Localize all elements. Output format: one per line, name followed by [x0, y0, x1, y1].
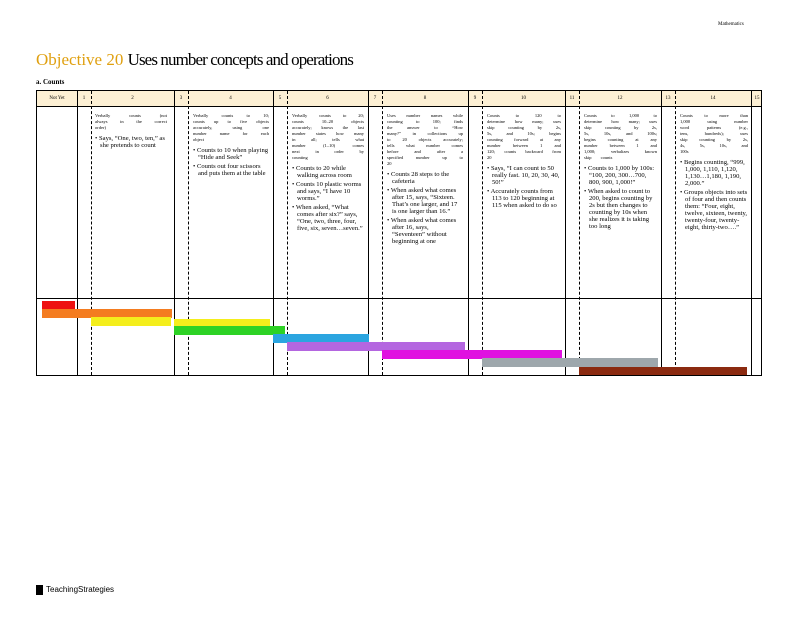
column-divider — [382, 91, 383, 375]
logo-mark-icon — [36, 585, 43, 595]
example-item: • Counts out four scissors and puts them at the table — [193, 163, 269, 177]
example-list — [387, 171, 463, 245]
section-label: a. Counts — [36, 78, 65, 86]
header-cell-not-yet: Not Yet — [49, 96, 65, 101]
example-item: • Counts to 20 while walking across room — [292, 165, 364, 179]
column-divider — [287, 91, 288, 375]
example-list — [95, 135, 167, 149]
header-cell: 8 — [423, 96, 427, 101]
header-cell: 5 — [278, 96, 282, 101]
header-cell: 15 — [754, 96, 760, 101]
logo-text: TeachingStrategies — [46, 585, 115, 595]
header-cell: 11 — [569, 96, 575, 101]
column-divider — [91, 91, 92, 375]
example-item: • Says, “One, two, ten,” as she pretends to count — [95, 135, 167, 149]
color-band-brown — [579, 367, 747, 375]
page-title — [36, 50, 353, 70]
header-cell: 13 — [665, 96, 671, 101]
table-header-row — [37, 91, 761, 107]
page-corner-label: Mathematics — [718, 22, 744, 27]
column-divider — [565, 91, 566, 375]
header-cell: 7 — [373, 96, 377, 101]
header-cell: 1 — [82, 96, 86, 101]
indicator-description: Verbally counts to 20; counts 10–20 objects accurately; knows the last number states how many in all; tells what number (1–10) comes next in order by counting — [292, 113, 364, 160]
example-item: • Says, “I can count to 50 really fast. 10, 20, 30, 40, 50!” — [487, 165, 561, 186]
indicator-description: Counts to 120 to determine how many; uses skip counting by 2s, 5s, and 10s; begins counting forward at any number between 1 and 120; counts backward from 20 — [487, 113, 561, 160]
example-item: • When asked what comes after 16, says, “Seventeen” without beginning at one — [387, 217, 463, 245]
indicator-column-4 — [193, 113, 269, 179]
progression-table — [36, 90, 762, 376]
indicator-description: Verbally counts (not always in the correct order) — [95, 113, 167, 130]
example-list — [487, 165, 561, 209]
example-item: • Counts to 10 when playing “Hide and Seek” — [193, 147, 269, 161]
indicator-column-2 — [95, 113, 167, 151]
header-cell: 14 — [710, 96, 716, 101]
objective-title: Uses number concepts and operations — [127, 50, 353, 69]
example-item: • When asked, “What comes after six?” says, “One, two, three, four, five, six, seven…seven.” — [292, 204, 364, 232]
objective-label: Objective 20 — [36, 50, 124, 69]
publisher-logo — [36, 585, 114, 595]
header-cell: 9 — [473, 96, 477, 101]
header-cell: 2 — [131, 96, 134, 101]
column-divider — [579, 91, 580, 375]
example-item: • Groups objects into sets of four and then counts them: “Four, eight, twelve, sixteen, twenty, twenty-four, twenty-eight, thirty-two….” — [680, 189, 748, 231]
example-list — [193, 147, 269, 177]
header-cell: 10 — [521, 96, 526, 101]
column-divider — [368, 91, 369, 375]
example-item: • Accurately counts from 113 to 120 beginning at 115 when asked to do so — [487, 188, 561, 209]
column-divider — [468, 91, 469, 375]
indicator-column-10 — [487, 113, 561, 211]
example-item: • When asked what comes after 15, says, “Sixteen. That’s one larger, and 17 is one larger than 16.” — [387, 187, 463, 215]
indicator-column-14 — [680, 113, 748, 233]
color-band-green — [174, 326, 285, 335]
indicator-description: Verbally counts to 10; counts up to five objects accurately, using one number name for each object — [193, 113, 269, 142]
example-item: • Begins counting, “999, 1,000, 1,110, 1,120, 1,130…1,180, 1,190, 2,000.” — [680, 159, 748, 187]
example-list — [584, 165, 657, 230]
example-item: • Counts 28 steps to the cafeteria — [387, 171, 463, 185]
example-list — [680, 159, 748, 231]
example-list — [292, 165, 364, 232]
indicator-column-8 — [387, 113, 463, 247]
example-item: • Counts to 1,000 by 100s: “100, 200, 300…700, 800, 900, 1,000!” — [584, 165, 657, 186]
table-row-divider — [37, 298, 761, 299]
column-divider — [661, 91, 662, 375]
color-band-gray — [482, 358, 658, 367]
example-item: • Counts 10 plastic worms and says, “I have 10 worms.” — [292, 181, 364, 202]
example-item: • When asked to count to 200, begins counting by 2s but then changes to counting by 10s when she realizes it is taking too long — [584, 188, 657, 230]
column-divider — [675, 91, 676, 375]
indicator-column-6 — [292, 113, 364, 234]
color-band-yellow — [91, 317, 171, 326]
indicator-description: Counts to 1,000 to determine how many; uses skip counting by 2s, 5s, 10s, and 100s; begins counting at any number between 1 and 1,000; verbalizes known skip counts — [584, 113, 657, 160]
column-divider — [751, 91, 752, 375]
header-cell: 12 — [617, 96, 623, 101]
indicator-column-12 — [584, 113, 657, 232]
header-cell: 6 — [326, 96, 329, 101]
column-divider — [482, 91, 483, 375]
header-cell: 4 — [229, 96, 232, 101]
indicator-description: Uses number names while counting to 100; finds the answer to “How many?” in collections up to 20 objects accurately; tells what number comes before and after a specified number up to 20 — [387, 113, 463, 166]
column-divider — [77, 91, 78, 375]
header-cell: 3 — [179, 96, 183, 101]
indicator-description: Counts to more than 1,000 using number word patterns (e.g., tens, hundreds); uses skip counting by 2s, 4s, 5s, 10s, and 100s — [680, 113, 748, 154]
